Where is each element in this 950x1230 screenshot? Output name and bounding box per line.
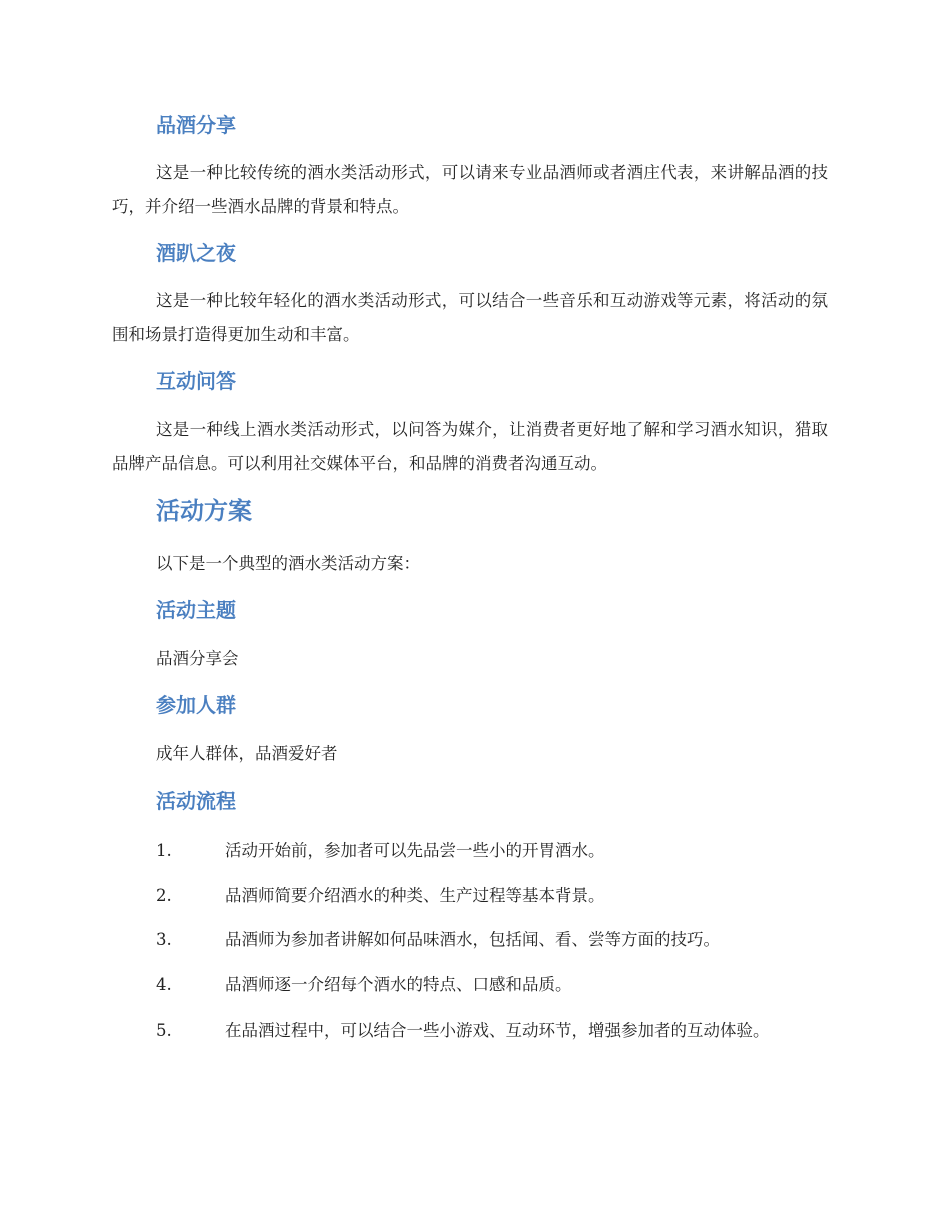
- section-paragraph-party-night: 这是一种比较年轻化的酒水类活动形式，可以结合一些音乐和互动游戏等元素，将活动的氛围和场景打造得更加生动和丰富。: [112, 291, 828, 344]
- section-heading-party-night: 酒趴之夜: [156, 241, 236, 265]
- audience-text: 成年人群体，品酒爱好者: [156, 744, 338, 763]
- step-text: 在品酒过程中，可以结合一些小游戏、互动环节，增强参加者的互动体验。: [225, 1021, 770, 1040]
- step-text: 品酒师简要介绍酒水的种类、生产过程等基本背景。: [225, 886, 605, 905]
- process-step-item: [156, 1017, 846, 1045]
- step-number: 1.: [156, 841, 172, 860]
- plan-intro: 以下是一个典型的酒水类活动方案：: [156, 554, 420, 573]
- process-step-item: [156, 837, 846, 865]
- step-number: 5.: [156, 1021, 172, 1040]
- step-text: 品酒师逐一介绍每个酒水的特点、口感和品质。: [225, 975, 572, 994]
- process-step-item: [156, 971, 846, 999]
- step-text: 活动开始前，参加者可以先品尝一些小的开胃酒水。: [225, 841, 605, 860]
- process-step-item: [156, 882, 846, 910]
- section-heading-interactive-qa: 互动问答: [156, 369, 236, 393]
- audience-heading: 参加人群: [156, 693, 236, 717]
- plan-heading: 活动方案: [156, 497, 252, 525]
- process-heading: 活动流程: [156, 789, 236, 813]
- theme-heading: 活动主题: [156, 598, 236, 622]
- section-paragraph-interactive-qa: 这是一种线上酒水类活动形式，以问答为媒介，让消费者更好地了解和学习酒水知识，猎取品牌产品信息。可以利用社交媒体平台，和品牌的消费者沟通互动。: [112, 420, 828, 473]
- step-number: 4.: [156, 975, 172, 994]
- process-step-item: [156, 926, 846, 954]
- section-paragraph-wine-sharing: 这是一种比较传统的酒水类活动形式，可以请来专业品酒师或者酒庄代表，来讲解品酒的技巧，并介绍一些酒水品牌的背景和特点。: [112, 163, 828, 216]
- section-heading-wine-sharing: 品酒分享: [156, 113, 236, 137]
- step-number: 2.: [156, 886, 172, 905]
- step-number: 3.: [156, 930, 172, 949]
- step-text: 品酒师为参加者讲解如何品味酒水，包括闻、看、尝等方面的技巧。: [225, 930, 720, 949]
- theme-text: 品酒分享会: [156, 649, 239, 668]
